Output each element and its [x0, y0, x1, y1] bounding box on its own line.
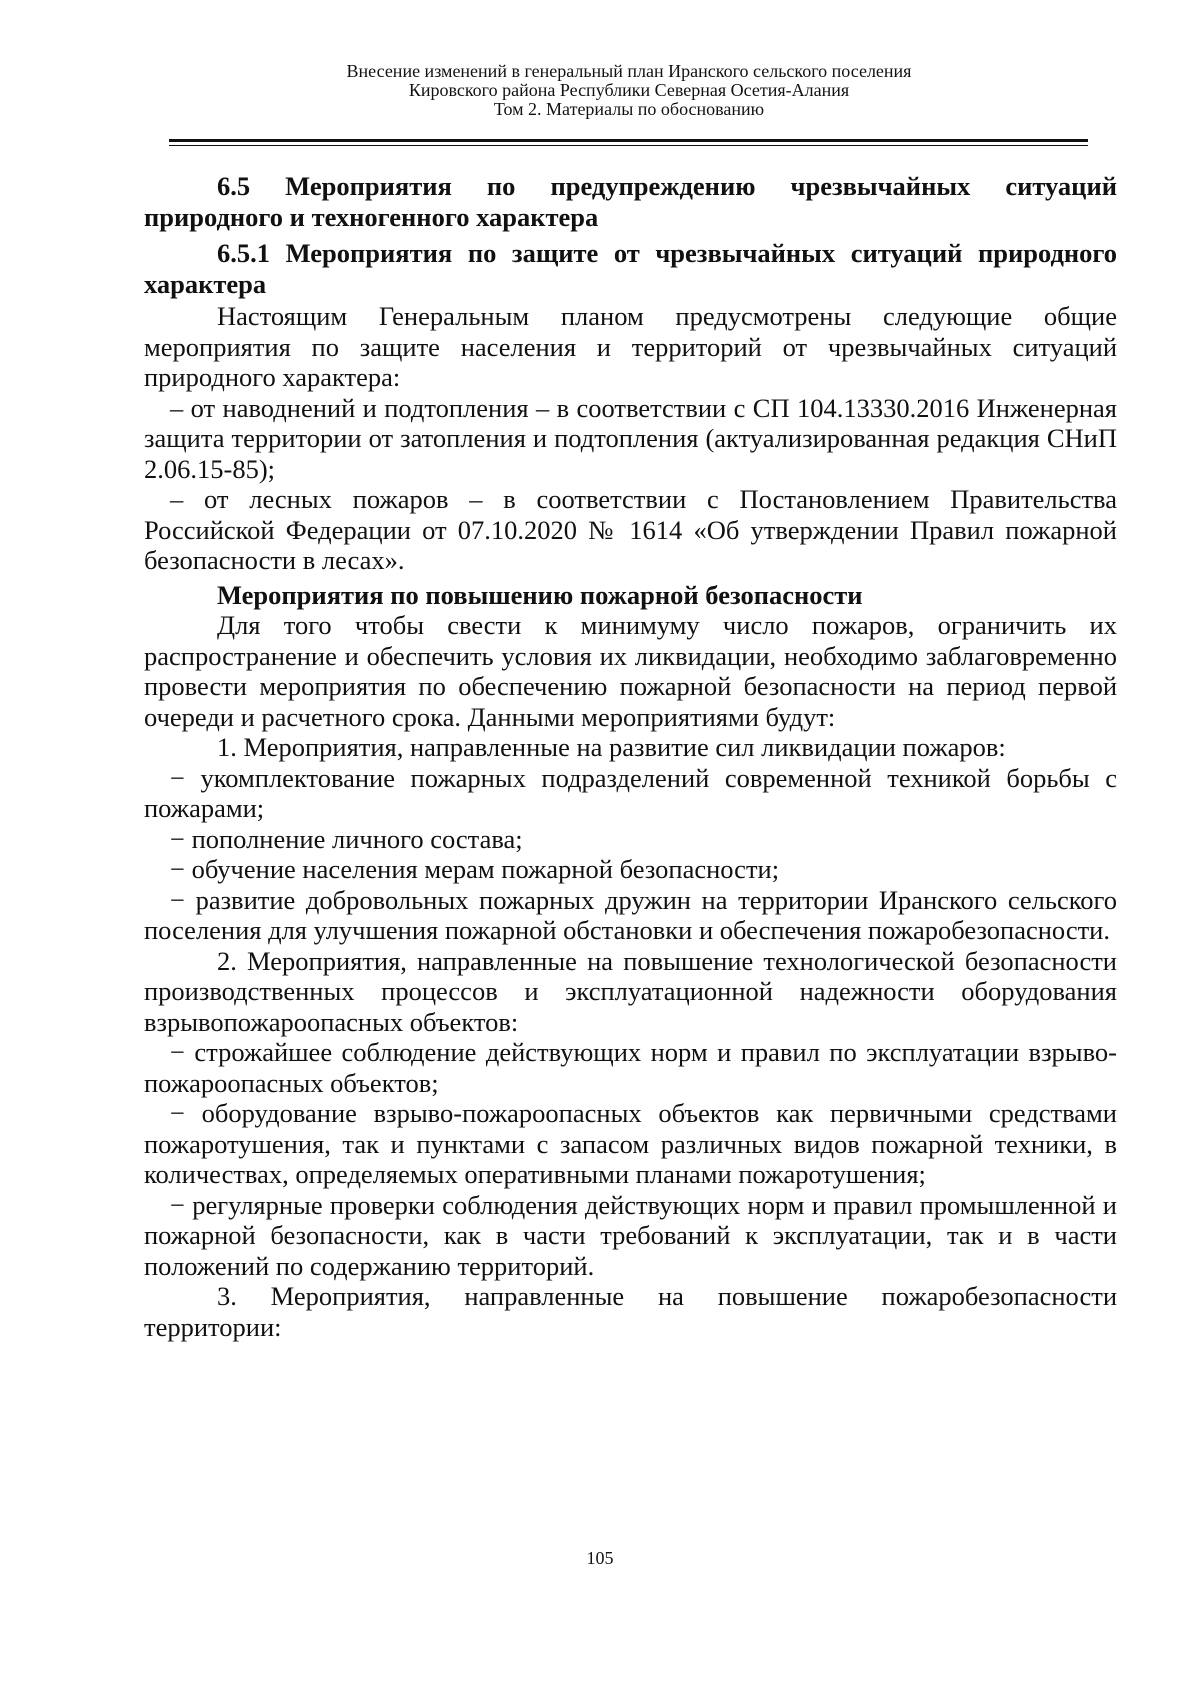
list-item-floods: – от наводнений и подтопления – в соответствии с СП 104.13330.2016 Инженерная защита территории от затопления и подтопления (актуализированная редакция СНиП 2.06.15-85);	[144, 392, 1117, 484]
point-2-item: − регулярные проверки соблюдения действующих норм и правил промышленной и пожарной безопасности, как в части требований к эксплуатации, так и в части положений по содержанию территорий.	[144, 1189, 1117, 1281]
page-number: 105	[586, 1548, 614, 1568]
point-1: 1. Мероприятия, направленные на развитие сил ликвидации пожаров:	[217, 732, 1006, 762]
point-1-item: − пополнение личного состава;	[170, 823, 523, 854]
point-1-item: − укомплектование пожарных подразделений современной техникой борьбы с пожарами;	[144, 762, 1117, 823]
list-item-forest-fires: – от лесных пожаров – в соответствии с Постановлением Правительства Российской Федерации от 07.10.2020 № 1614 «Об утверждении Правил пожарной безопасности в лесах».	[144, 484, 1117, 575]
header-line-3: Том 2. Материалы по обоснованию	[493, 99, 765, 119]
point-3: 3. Мероприятия, направленные на повышение пожаробезопасности территории:	[144, 1281, 1117, 1342]
header-line-1: Внесение изменений в генеральный план Иранского сельского поселения	[346, 61, 912, 81]
point-2: 2. Мероприятия, направленные на повышение технологической безопасности производственных процессов и эксплуатационной надежности оборудования взрывопожароопасных объектов:	[144, 945, 1117, 1037]
intro-paragraph: Настоящим Генеральным планом предусмотрены следующие общие мероприятия по защите населения и территорий от чрезвычайных ситуаций природного характера:	[144, 301, 1117, 392]
section-heading-6-5-1: 6.5.1 Мероприятия по защите от чрезвычайных ситуаций природного характера	[144, 238, 1117, 299]
header-rule-thick	[169, 139, 1088, 142]
subheading-fire-safety: Мероприятия по повышению пожарной безопасности	[217, 579, 863, 610]
fire-intro-paragraph: Для того чтобы свести к минимуму число пожаров, ограничить их распространение и обеспечить условия их ликвидации, необходимо заблаговременно провести мероприятия по обеспечению пожарной безопасности на период первой очереди и расчетного срока. Данными мероприятиями будут:	[144, 610, 1117, 732]
point-2-item: − строжайшее соблюдение действующих норм и правил по эксплуатации взрыво-пожароопасных объектов;	[144, 1037, 1117, 1098]
header-rule-thin	[169, 145, 1088, 146]
section-heading-6-5: 6.5 Мероприятия по предупреждению чрезвычайных ситуаций природного и техногенного характера	[144, 171, 1117, 232]
document-header	[140, 62, 1118, 119]
document-body	[144, 167, 1117, 1342]
point-1-item: − развитие добровольных пожарных дружин на территории Иранского сельского поселения для улучшения пожарной обстановки и обеспечения пожаробезопасности.	[144, 884, 1117, 945]
header-line-2: Кировского района Республики Северная Осетия-Алания	[408, 80, 850, 100]
point-1-item: − обучение населения мерам пожарной безопасности;	[170, 854, 780, 884]
point-2-item: − оборудование взрыво-пожароопасных объектов как первичными средствами пожаротушения, так и пунктами с запасом различных видов пожарной техники, в количествах, определяемых оперативными планами пожаротушения;	[144, 1098, 1117, 1189]
